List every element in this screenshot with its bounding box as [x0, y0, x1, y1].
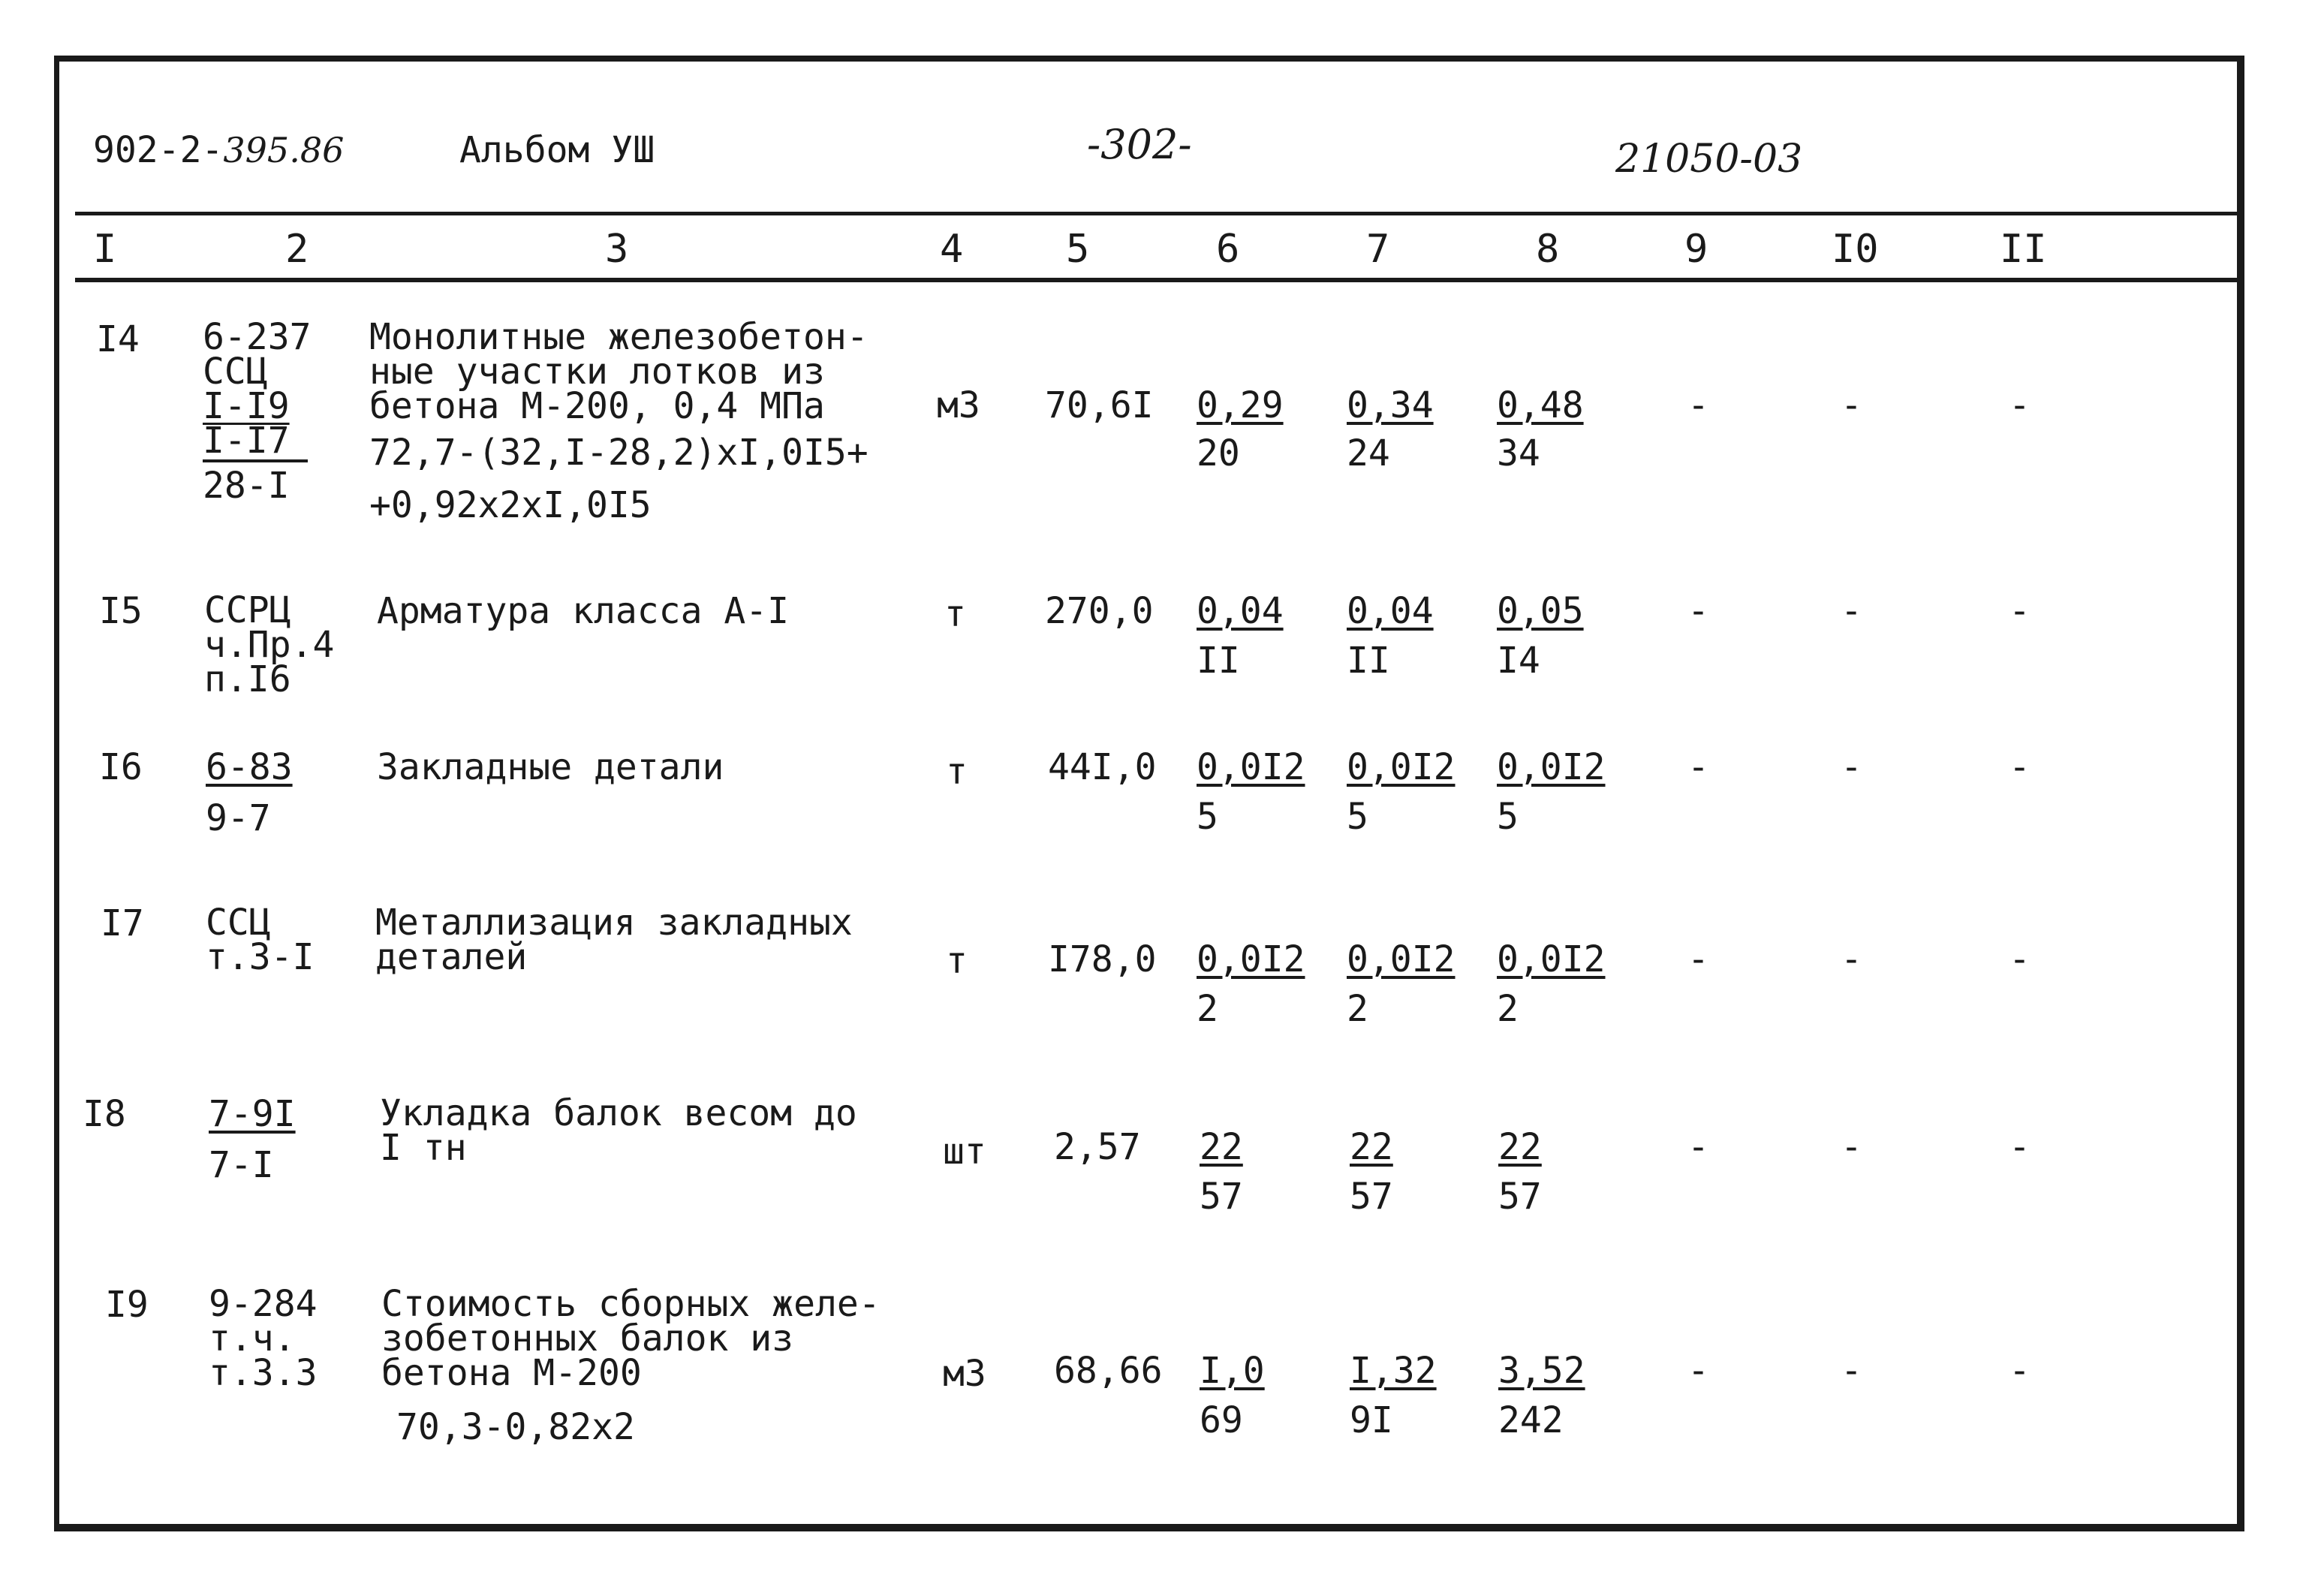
col6-value: 0,29 20 — [1197, 384, 1284, 474]
col11-value: - — [2009, 746, 2031, 788]
col6-value: 0,0I2 2 — [1197, 938, 1305, 1030]
col9-value: - — [1687, 1350, 1709, 1392]
unit: т — [946, 940, 968, 982]
col-header-6: 6 — [1216, 227, 1240, 272]
col9-value: - — [1687, 746, 1709, 788]
col-header-11: II — [2000, 227, 2047, 272]
col9-value: - — [1687, 590, 1709, 632]
col11-value: - — [2009, 1350, 2031, 1392]
album-label: Альбом УШ — [459, 129, 655, 171]
col7-value: I,32 9I — [1350, 1350, 1437, 1441]
col-header-2: 2 — [285, 227, 309, 272]
col7-value: 0,04 II — [1347, 590, 1434, 682]
col6-value: I,0 69 — [1200, 1350, 1265, 1441]
item-code: 9-284 т.ч. т.3.3 — [209, 1283, 318, 1394]
unit: т — [944, 593, 966, 635]
item-description: Арматура класса А-I — [377, 590, 790, 632]
col-header-10: I0 — [1832, 227, 1879, 272]
col-header-9: 9 — [1684, 227, 1708, 272]
col10-value: - — [1841, 746, 1862, 788]
col8-value: 0,48 34 — [1497, 384, 1584, 474]
quantity: 44I,0 — [1048, 746, 1157, 788]
item-code: 6-237 ССЦ I-I9 I-I7 28-I — [203, 316, 312, 507]
col-header-4: 4 — [940, 227, 964, 272]
item-description: Стоимость сборных желе- зобетонных балок из бетона М-200 70,3-0,82x2 — [381, 1283, 881, 1448]
col9-value: - — [1687, 1126, 1709, 1168]
col7-value: 0,0I2 2 — [1347, 938, 1456, 1030]
doc-code: 902-2-395.86 — [93, 129, 345, 171]
item-code: 6-83 9-7 — [206, 746, 293, 839]
col11-value: - — [2009, 590, 2031, 632]
col7-value: 0,0I2 5 — [1347, 746, 1456, 838]
col-header-5: 5 — [1066, 227, 1090, 272]
row-number: I7 — [101, 902, 144, 944]
item-code: ССРЦ ч.Пр.4 п.I6 — [204, 589, 335, 700]
col-header-1: I — [93, 227, 117, 272]
col11-value: - — [2009, 384, 2031, 426]
col8-value: 0,0I2 2 — [1497, 938, 1606, 1030]
item-code: 7-9I 7-I — [209, 1093, 296, 1186]
col10-value: - — [1841, 590, 1862, 632]
row-number: I6 — [99, 746, 143, 788]
col7-value: 0,34 24 — [1347, 384, 1434, 474]
col8-value: 3,52 242 — [1498, 1350, 1585, 1441]
col6-value: 0,0I2 5 — [1197, 746, 1305, 838]
unit: м3 — [937, 384, 980, 426]
quantity: 70,6I — [1045, 384, 1154, 426]
col11-value: - — [2009, 1126, 2031, 1168]
sheet-code: 21050-03 — [1615, 137, 1803, 182]
quantity: 68,66 — [1054, 1350, 1163, 1392]
item-code: ССЦ т.3-I — [206, 902, 315, 978]
col-header-3: 3 — [605, 227, 629, 272]
header-rule-top — [75, 212, 2244, 215]
row-number: I8 — [83, 1093, 126, 1135]
item-description: Монолитные железобетон- ные участки лотков из бетона М-200, 0,4 МПа 72,7-(32,I-28,2)xI,0I5+ +0,92x2xI,0I5 — [369, 316, 869, 526]
header-rule-bottom — [75, 278, 2244, 282]
row-number: I9 — [105, 1284, 149, 1326]
unit: м3 — [943, 1353, 986, 1395]
item-description: Закладные детали — [377, 746, 724, 788]
col10-value: - — [1841, 938, 1862, 980]
col-header-7: 7 — [1366, 227, 1390, 272]
col-header-8: 8 — [1536, 227, 1560, 272]
col10-value: - — [1841, 1126, 1862, 1168]
quantity: 270,0 — [1045, 590, 1154, 632]
col11-value: - — [2009, 938, 2031, 980]
quantity: I78,0 — [1048, 938, 1157, 980]
item-description: Металлизация закладных деталей — [375, 902, 853, 978]
unit: т — [946, 751, 968, 793]
col9-value: - — [1687, 384, 1709, 426]
col9-value: - — [1687, 938, 1709, 980]
col10-value: - — [1841, 1350, 1862, 1392]
col10-value: - — [1841, 384, 1862, 426]
col6-value: 0,04 II — [1197, 590, 1284, 682]
col6-value: 22 57 — [1200, 1126, 1243, 1218]
col8-value: 0,0I2 5 — [1497, 746, 1606, 838]
row-number: I4 — [96, 318, 140, 360]
item-description: Укладка балок весом до I тн — [380, 1092, 857, 1169]
col8-value: 22 57 — [1498, 1126, 1542, 1218]
quantity: 2,57 — [1054, 1126, 1141, 1168]
col7-value: 22 57 — [1350, 1126, 1393, 1218]
page-number: -302- — [1087, 121, 1192, 168]
unit: шт — [943, 1131, 986, 1173]
doc-code-handwritten: 395.86 — [223, 130, 345, 170]
col8-value: 0,05 I4 — [1497, 590, 1584, 682]
row-number: I5 — [99, 590, 143, 632]
